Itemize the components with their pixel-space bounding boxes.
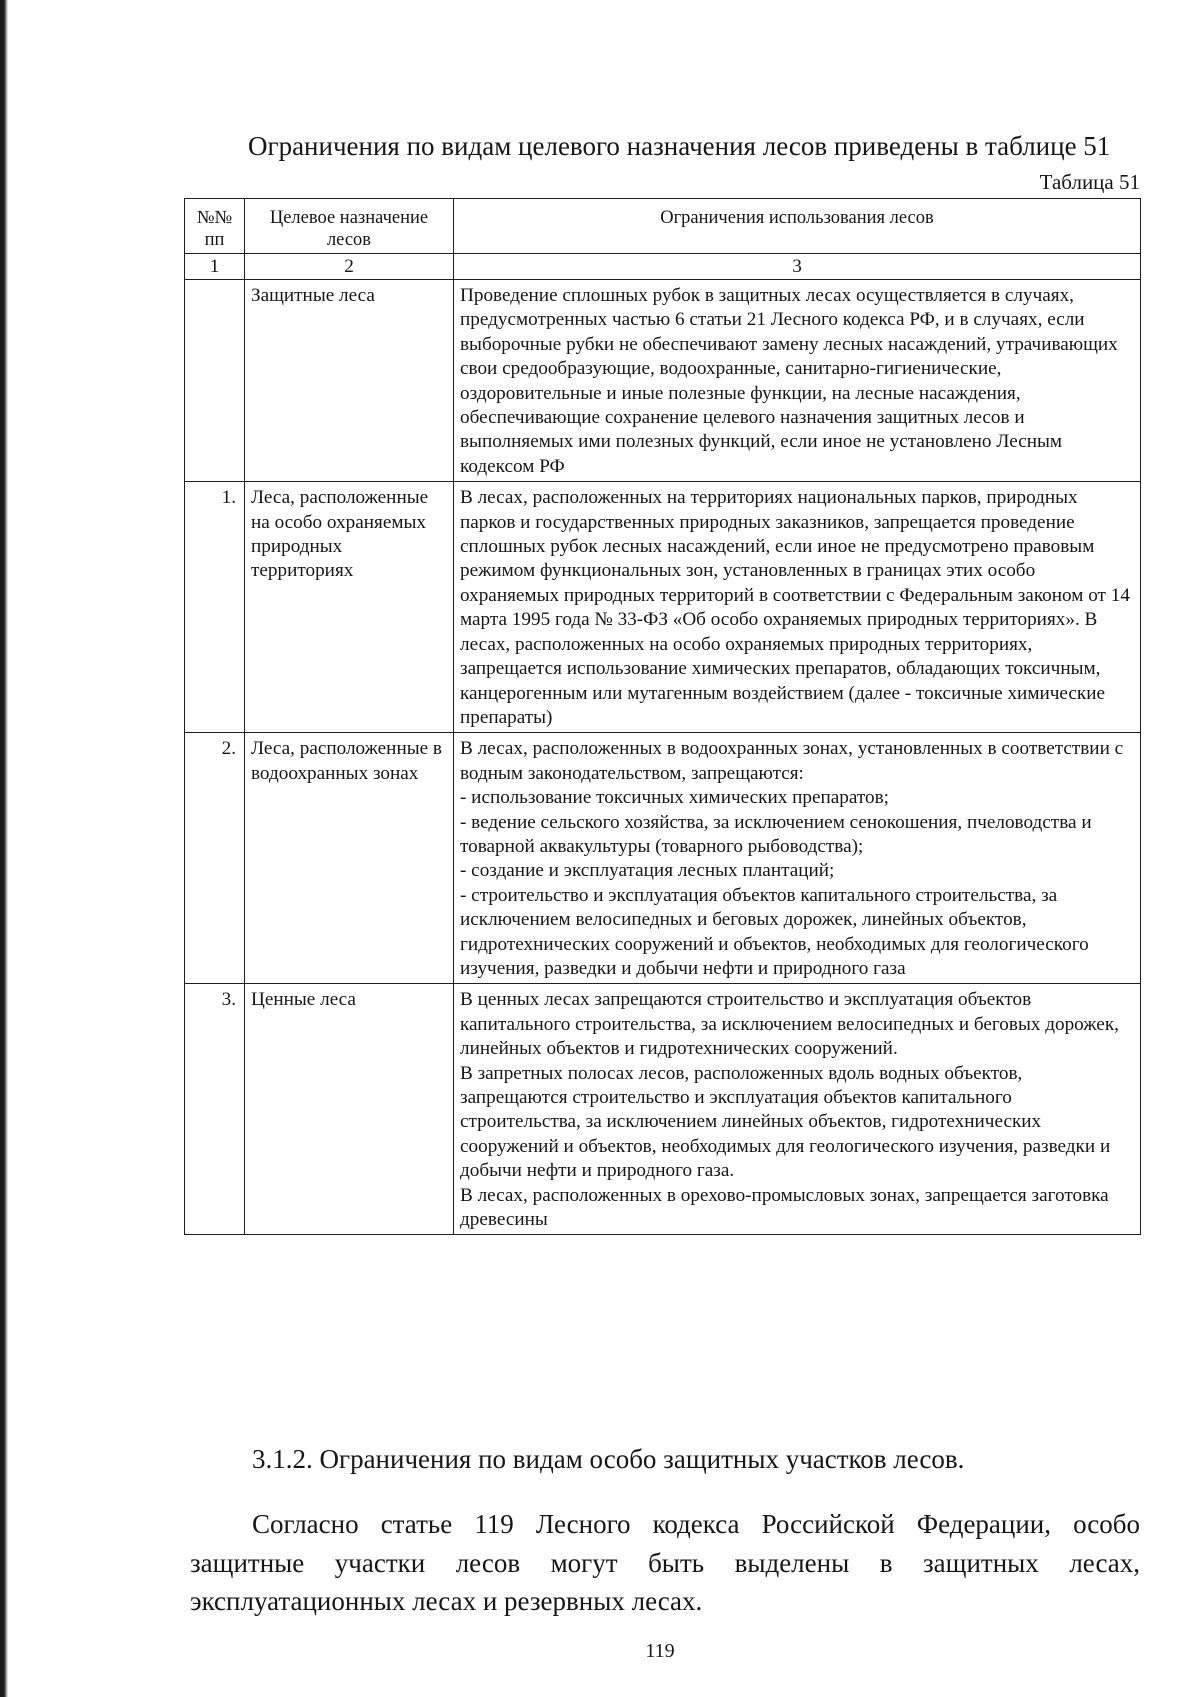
restriction-paragraph: В лесах, расположенных в водоохранных зонах, установленных в соответствии с водным законодательством, запрещаются: xyxy=(460,738,1124,784)
table-row xyxy=(185,482,1141,733)
restriction-bullet: - создание и эксплуатация лесных плантаций; xyxy=(460,860,835,882)
scan-edge xyxy=(0,0,8,1697)
row-number: 3. xyxy=(185,984,245,1235)
column-number: 3 xyxy=(454,254,1141,280)
section-paragraph: Согласно статье 119 Лесного кодекса Российской Федерации, особо защитные участки лесов могут быть выделены в защитных лесах, эксплуатационных лесах и резервных лесах. xyxy=(190,1509,1140,1616)
row-restrictions xyxy=(454,482,1141,733)
restriction-paragraph: В лесах, расположенных на территориях национальных парков, природных парков и государственных природных заказников, запрещается проведение сплошных рубок лесных насаждений, если иное не предусмотрено правовым режимом функциональных зон, установленных в границах этих особо охраняемых природных территорий в соответствии с Федеральным законом от 14 марта 1995 года № 33-ФЗ «Об особо охраняемых природных территориях». В лесах, расположенных на особо охраняемых природных территориях, запрещается использование химических препаратов, обладающих токсичным, канцерогенным или мутагенным воздействием (далее - токсичные химические препараты) xyxy=(460,487,1130,728)
header-restrictions: Ограничения использования лесов xyxy=(454,199,1141,254)
restriction-bullet: - строительство и эксплуатация объектов капитального строительства, за исключением велосипедных и беговых дорожек, линейных объектов, гидротехнических сооружений и объектов, необходимых для геологического изучения, разведки и добычи нефти и природного газа xyxy=(460,884,1089,979)
restriction-paragraph: В ценных лесах запрещаются строительство и эксплуатация объектов капитального строительства, за исключением велосипедных и беговых дорожек, линейных объектов и гидротехнических сооружений. xyxy=(460,989,1119,1060)
table-row xyxy=(185,733,1141,984)
row-restrictions xyxy=(454,280,1141,482)
row-purpose: Леса, расположенные на особо охраняемых природных территориях xyxy=(245,482,454,733)
restriction-bullet: - использование токсичных химических препаратов; xyxy=(460,787,890,809)
table-header-row xyxy=(185,199,1141,254)
row-purpose: Ценные леса xyxy=(245,984,454,1235)
row-restrictions xyxy=(454,984,1141,1235)
row-number: 1. xyxy=(185,482,245,733)
intro-paragraph: Ограничения по видам целевого назначения лесов приведены в таблице 51 xyxy=(248,131,1111,161)
table-row xyxy=(185,280,1141,482)
section-heading: 3.1.2. Ограничения по видам особо защитных участков лесов. xyxy=(252,1444,965,1474)
restriction-paragraph: В запретных полосах лесов, расположенных вдоль водных объектов, запрещаются строительство и эксплуатация объектов капитального строительства, за исключением линейных объектов, гидротехнических сооружений и объектов, необходимых для геологического изучения, разведки и добычи нефти и природного газа. xyxy=(460,1062,1111,1182)
row-number: 2. xyxy=(185,733,245,984)
row-purpose: Леса, расположенные в водоохранных зонах xyxy=(245,733,454,984)
header-num: №№ пп xyxy=(185,199,245,254)
row-purpose: Защитные леса xyxy=(245,280,454,482)
column-number-row xyxy=(185,254,1141,280)
table-row xyxy=(185,984,1141,1235)
column-number: 1 xyxy=(185,254,245,280)
row-restrictions xyxy=(454,733,1141,984)
restrictions-table xyxy=(184,198,1141,1235)
restriction-paragraph: В лесах, расположенных в орехово-промысловых зонах, запрещается заготовка древесины xyxy=(460,1184,1109,1231)
row-number xyxy=(185,280,245,482)
page-number: 119 xyxy=(645,1640,675,1662)
column-number: 2 xyxy=(245,254,454,280)
header-purpose: Целевое назначение лесов xyxy=(245,199,454,254)
table-caption: Таблица 51 xyxy=(1039,170,1140,194)
restriction-bullet: - ведение сельского хозяйства, за исключением сенокошения, пчеловодства и товарной аквакультуры (товарного рыбоводства); xyxy=(460,811,1092,857)
restriction-paragraph: Проведение сплошных рубок в защитных лесах осуществляется в случаях, предусмотренных частью 6 статьи 21 Лесного кодекса РФ, и в случаях, если выборочные рубки не обеспечивают замену лесных насаждений, утрачивающих свои средообразующие, водоохранные, санитарно-гигиенические, оздоровительные и иные полезные функции, на лесные насаждения, обеспечивающие сохранение целевого назначения защитных лесов и выполняемых ими полезных функций, если иное не установлено Лесным кодексом РФ xyxy=(460,285,1118,477)
